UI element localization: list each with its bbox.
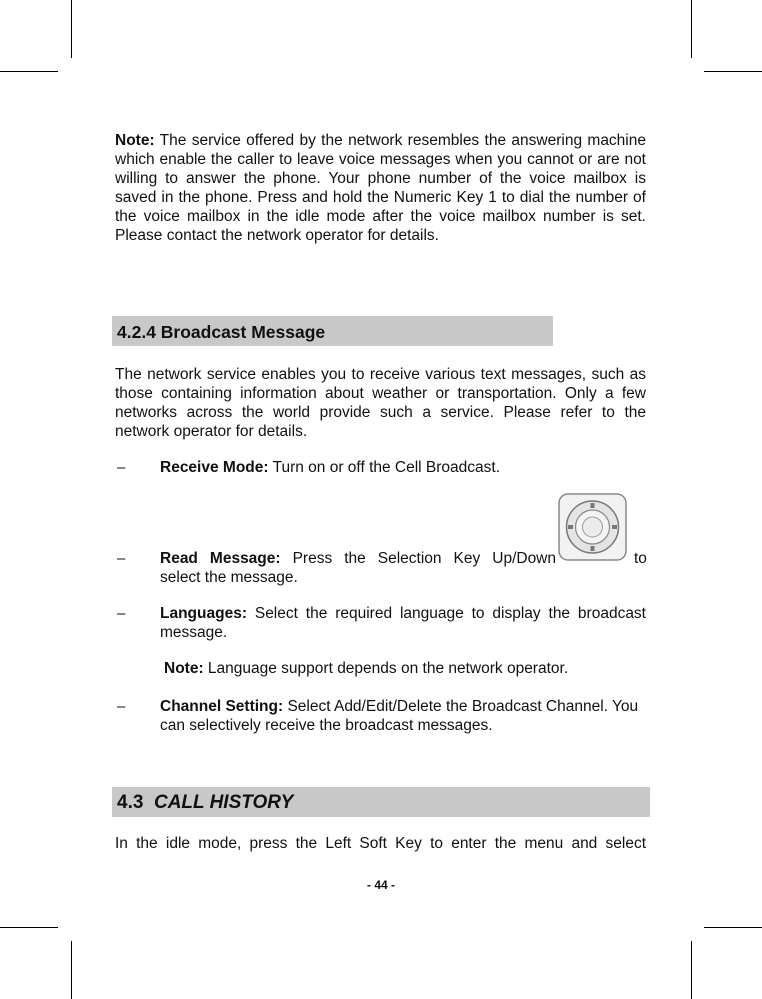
receive-mode-text: Turn on or off the Cell Broadcast.: [268, 459, 501, 476]
crop-mark: [71, 941, 72, 999]
languages-label: Languages:: [160, 605, 247, 622]
crop-mark: [691, 0, 692, 58]
bullet-dash: –: [117, 459, 126, 476]
voicemail-note: [115, 131, 646, 245]
channel-setting-label: Channel Setting:: [160, 698, 284, 715]
read-message-item: [160, 549, 556, 568]
broadcast-intro: The network service enables you to receive various text messages, such as those containing information about weather or transportation. Only a few networks across the world provide such a service. Please refer to the network operator for details.: [115, 366, 646, 440]
crop-mark: [704, 927, 762, 928]
language-note-label: Note:: [164, 660, 204, 677]
languages-text: Select the required language to display the broadcast message.: [160, 605, 646, 641]
read-message-text: Press the Selection Key Up/Down: [280, 550, 556, 567]
section-number: 4.3: [117, 792, 144, 813]
crop-mark: [0, 71, 58, 72]
read-message-to: to: [634, 550, 647, 567]
page-number: - 44 -: [366, 878, 395, 892]
channel-setting-item: [160, 697, 646, 735]
section-title: CALL HISTORY: [153, 792, 294, 813]
crop-mark: [0, 927, 58, 928]
language-note: [164, 659, 650, 678]
call-history-text: In the idle mode, press the Left Soft Key to enter the menu and select: [115, 835, 646, 852]
note-text: The service offered by the network resembles the answering machine which enable the caller to leave voice messages when you cannot or are not willing to answer the phone. Your phone number of the voice mailbox is saved in the phone. Press and hold the Numeric Key 1 to dial the number of the voice mailbox in the idle mode after the voice mailbox number is set. Please contact the network operator for details.: [115, 132, 646, 244]
receive-mode-label: Receive Mode:: [160, 459, 269, 476]
crop-mark: [704, 71, 762, 72]
channel-setting-text: Select Add/Edit/Delete the Broadcast Channel. You can selectively receive the broadcast messages.: [160, 698, 639, 734]
crop-mark: [71, 0, 72, 58]
language-note-text: Language support depends on the network operator.: [203, 660, 569, 677]
bullet-dash: –: [117, 605, 126, 622]
languages-item: [160, 604, 646, 642]
navigation-key-icon: [558, 493, 627, 561]
note-label: Note:: [115, 132, 155, 149]
section-heading-broadcast: 4.2.4 Broadcast Message: [112, 316, 553, 346]
section-heading-call-history: [112, 787, 650, 817]
read-message-label: Read Message:: [160, 550, 281, 567]
receive-mode-item: [160, 458, 646, 477]
bullet-dash: –: [117, 698, 126, 715]
crop-mark: [691, 941, 692, 999]
read-message-cont: select the message.: [160, 569, 298, 586]
bullet-dash: –: [117, 550, 126, 567]
